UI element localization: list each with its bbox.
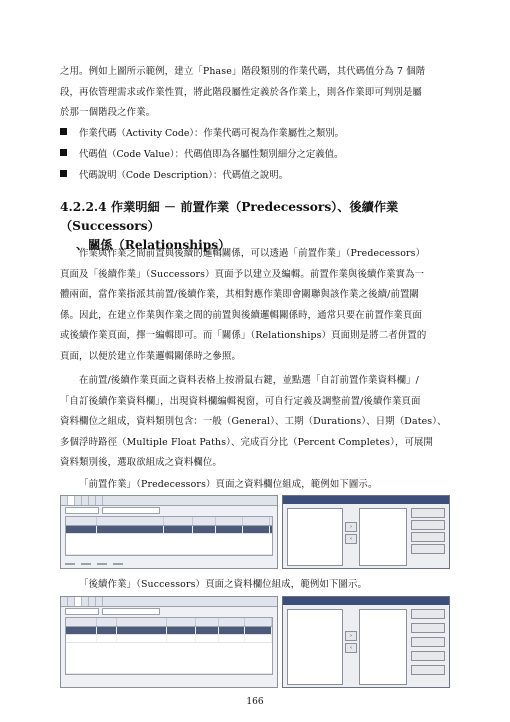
dialog-button [411, 520, 445, 530]
predecessor-columns-dialog-screenshot [282, 495, 450, 569]
tab [61, 496, 68, 505]
activity-bar [61, 506, 277, 515]
available-columns-pane [287, 609, 343, 685]
text-line: 係。因此，在建立作業與作業之間的前置與後續邏輯關係時，通常只要在前置作業頁面 [60, 309, 422, 321]
table-empty-area [66, 534, 272, 555]
grid-button [97, 563, 107, 565]
available-columns-pane [287, 508, 343, 566]
tab [89, 496, 96, 505]
paragraph-custom-columns [60, 371, 452, 474]
dialog-button [411, 665, 445, 675]
activity-bar [61, 607, 277, 616]
list-item: 作業代碼（Activity Code）：作業代碼可視為作業屬性之類別。 [60, 121, 452, 142]
text-line: 「自訂後續作業資料欄」，出現資料欄編輯視窗，可自行定義及調整前置/後續作業頁面 [60, 395, 421, 407]
dialog-title-bar [283, 597, 449, 605]
grid-header [66, 618, 272, 627]
arrow-right-icon: › [345, 631, 357, 641]
field-box [65, 507, 99, 514]
tab [82, 496, 89, 505]
tab-strip [61, 496, 277, 506]
dialog-button [411, 651, 445, 661]
tab-active [75, 597, 82, 606]
text-line: 體兩面，當作業指派其前置/後續作業，其相對應作業即會關聯與該作業之後續/前置關 [60, 289, 420, 301]
text-line: 於那一個階段之作業。 [60, 107, 156, 119]
page-number: 166 [246, 697, 264, 707]
text-line: 頁面及「後續作業」（Successors）頁面予以建立及編輯。前置作業與後續作業實為一 [60, 268, 425, 280]
selected-columns-pane [359, 508, 407, 566]
selected-columns-pane [359, 609, 407, 685]
tab [68, 597, 75, 606]
tab [75, 496, 82, 505]
table-row [66, 635, 272, 643]
grid-header [66, 517, 272, 526]
paragraph-activity-codes [60, 62, 452, 124]
text-line: 資料欄位之組成，資料類別包含：一般（General）、工期（Durations）、日期（Dates）、 [60, 416, 447, 428]
data-grid [65, 617, 273, 675]
field-box [102, 507, 160, 514]
tab [96, 496, 103, 505]
dialog-button [411, 544, 445, 554]
dialog-button [411, 609, 445, 619]
dialog-button [411, 532, 445, 542]
text-line: 頁面，以便於建立作業邏輯關係時之參照。 [60, 350, 241, 362]
caption-successors: 「後續作業」（Successors）頁面之資料欄位組成，範例如下圖示。 [79, 579, 368, 590]
field-box [65, 608, 99, 615]
tab [89, 597, 96, 606]
bullet-list [60, 121, 452, 184]
dialog-title-bar [283, 496, 449, 504]
text-line: 資料類別後，選取欲組成之資料欄位。 [60, 457, 222, 469]
text-line: 段，再依管理需求或作業性質，將此階段屬性定義於各作業上，則各作業即可判別是屬 [60, 86, 422, 98]
data-grid [65, 516, 273, 556]
paragraph-relationships [60, 244, 452, 368]
grid-button [65, 563, 75, 565]
dialog-button [411, 623, 445, 633]
arrow-left-icon: ‹ [345, 534, 357, 544]
tab [96, 597, 103, 606]
square-bullet-icon [60, 170, 67, 177]
tab [61, 597, 68, 606]
successors-tab-screenshot [60, 596, 278, 688]
field-box [102, 608, 160, 615]
square-bullet-icon [60, 149, 67, 156]
tab-strip [61, 597, 277, 607]
table-row [66, 627, 272, 635]
button-row [65, 563, 123, 565]
section-heading: 4.2.2.4 作業明細 － 前置作業（Predecessors）、後續作業（Successors） 、關係（Relationships） [60, 200, 399, 252]
predecessors-tab-screenshot [60, 495, 278, 569]
dialog-button [411, 637, 445, 647]
caption-predecessors: 「前置作業」（Predecessors）頁面之資料欄位組成，範例如下圖示。 [79, 479, 378, 490]
arrow-right-icon: › [345, 522, 357, 532]
text-line: 作業與作業之間前置與後續的邏輯關係，可以透過「前置作業」（Predecessors） [79, 248, 426, 259]
grid-button [81, 563, 91, 565]
grid-button [113, 563, 123, 565]
list-item: 代碼說明（Code Description）：代碼值之說明。 [60, 163, 452, 184]
text-line: 之用。例如上圖所示範例，建立「Phase」階段類別的作業代碼，其代碼值分為 7 個階 [60, 66, 426, 77]
table-row [66, 526, 272, 534]
text-line: 或後續作業頁面，擇一編輯即可。而「關係」（Relationships）頁面則是將二者併置的 [60, 330, 427, 342]
arrow-left-icon: ‹ [345, 643, 357, 653]
table-empty-area [66, 643, 272, 674]
text-line: 多個浮時路徑（Multiple Float Paths）、完成百分比（Percent Completes），可展開 [60, 436, 434, 448]
text-line: 在前置/後續作業頁面之資料表格上按滑鼠右鍵，並點選「自訂前置作業資料欄」/ [79, 375, 419, 386]
successor-columns-dialog-screenshot [282, 596, 450, 688]
tab [82, 597, 89, 606]
dialog-button [411, 508, 445, 518]
square-bullet-icon [60, 128, 67, 135]
list-item: 代碼值（Code Value）：代碼值即為各屬性類別細分之定義值。 [60, 142, 452, 163]
tab-active [68, 496, 75, 505]
